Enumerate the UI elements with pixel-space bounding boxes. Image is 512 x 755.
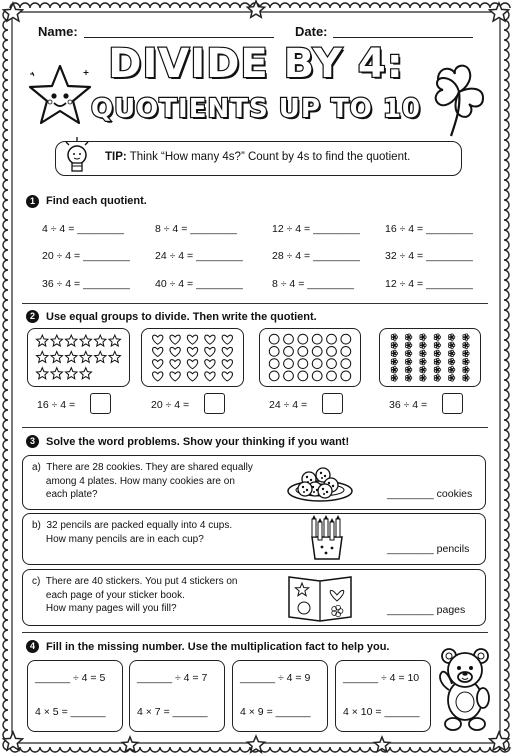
circle-icon — [341, 346, 351, 356]
equal-groups-box — [27, 328, 130, 387]
division-problem: 36 ÷ 4 = ________ — [42, 278, 130, 290]
circle-icon — [327, 371, 337, 381]
heart-icon — [153, 372, 163, 381]
pencil-cup-icon — [292, 515, 362, 561]
fact-card — [232, 660, 328, 732]
circle-icon — [341, 371, 351, 381]
corner-star-icon — [374, 737, 389, 752]
answer-box[interactable] — [90, 393, 111, 414]
group-division-label: 24 ÷ 4 = — [269, 399, 308, 411]
circle-icon — [284, 359, 294, 369]
flower-icon — [434, 350, 440, 356]
divider — [22, 303, 488, 304]
circle-icon — [284, 346, 294, 356]
flower-icon — [463, 350, 469, 356]
flower-icon — [449, 342, 455, 348]
missing-dividend-problem[interactable]: ______ ÷ 4 = 10 — [343, 672, 420, 684]
division-problem: 12 ÷ 4 = ________ — [272, 223, 360, 235]
star-icon — [95, 335, 107, 346]
flower-icon — [391, 375, 397, 381]
teddy-bear-icon — [436, 646, 494, 732]
word-problem-text: each page of your sticker book. — [32, 589, 185, 601]
tip-body: Think “How many 4s?” Count by 4s to find the quotient. — [129, 151, 411, 163]
flower-icon — [406, 334, 412, 340]
title-line-2: QUOTIENTS UP TO 10 — [90, 94, 422, 124]
corner-star-icon — [122, 737, 137, 752]
multiplication-fact[interactable]: 4 × 7 = ______ — [137, 706, 208, 718]
flower-icon — [391, 367, 397, 373]
sticker-book-icon — [285, 571, 355, 622]
heart-icon — [205, 347, 215, 356]
heart-icon-group — [142, 329, 243, 386]
circle-icon — [312, 346, 322, 356]
circle-icon — [312, 371, 322, 381]
tip-label: TIP: — [105, 151, 127, 163]
division-problem: 12 ÷ 4 = ________ — [385, 278, 473, 290]
division-problem: 40 ÷ 4 = ________ — [155, 278, 243, 290]
heart-icon — [153, 335, 163, 344]
word-problem-text: How many pages will you fill? — [32, 603, 177, 614]
division-problem: 28 ÷ 4 = ________ — [272, 250, 360, 262]
flower-icon — [420, 342, 426, 348]
flower-icon — [463, 334, 469, 340]
group-division-label: 20 ÷ 4 = — [151, 399, 190, 411]
lightbulb-icon — [62, 136, 92, 180]
flower-icon — [463, 367, 469, 373]
division-problem: 20 ÷ 4 = ________ — [42, 250, 130, 262]
word-problem-text: c) There are 40 stickers. You put 4 stickers on — [32, 576, 238, 587]
flower-icon — [449, 350, 455, 356]
flower-icon — [420, 375, 426, 381]
circle-icon — [269, 371, 279, 381]
star-icon — [66, 335, 78, 346]
clover-icon — [425, 58, 493, 140]
flower-icon — [434, 358, 440, 364]
answer-unit[interactable]: ________ pencils — [387, 543, 470, 555]
star-icon — [66, 351, 78, 362]
heart-icon — [187, 335, 197, 344]
equal-groups-box — [259, 328, 361, 387]
circle-icon — [284, 334, 294, 344]
star-icon — [80, 351, 92, 362]
flower-icon — [449, 358, 455, 364]
title-line-1: DIVIDE BY 4: — [108, 41, 404, 87]
section-3-title: Solve the word problems. Show your thinking if you want! — [46, 436, 350, 448]
flower-icon — [463, 358, 469, 364]
flower-icon — [463, 375, 469, 381]
group-division-label: 16 ÷ 4 = — [37, 399, 76, 411]
equal-groups-box — [141, 328, 244, 387]
flower-icon — [434, 367, 440, 373]
missing-dividend-problem[interactable]: ______ ÷ 4 = 9 — [240, 672, 311, 684]
circle-icon — [298, 334, 308, 344]
star-icon — [80, 368, 92, 379]
flower-icon — [391, 358, 397, 364]
section-4-title: Fill in the missing number. Use the multiplication fact to help you. — [46, 641, 390, 653]
flower-icon — [420, 367, 426, 373]
heart-icon — [187, 372, 197, 381]
star-icon — [51, 351, 63, 362]
missing-dividend-problem[interactable]: ______ ÷ 4 = 7 — [137, 672, 208, 684]
heart-icon — [153, 347, 163, 356]
corner-star-icon — [490, 732, 509, 750]
circle-icon — [341, 359, 351, 369]
heart-icon — [170, 347, 180, 356]
star-icon-group — [28, 329, 129, 386]
word-problem-text: a) There are 28 cookies. They are shared equally — [32, 462, 253, 473]
heart-icon — [222, 360, 232, 369]
heart-icon — [205, 335, 215, 344]
multiplication-fact[interactable]: 4 × 5 = ______ — [35, 706, 106, 718]
flower-icon — [406, 342, 412, 348]
heart-icon — [205, 360, 215, 369]
answer-box[interactable] — [204, 393, 225, 414]
section-1-number: 1 — [26, 195, 39, 208]
heart-icon — [222, 372, 232, 381]
division-problem: 24 ÷ 4 = ________ — [155, 250, 243, 262]
star-icon — [95, 351, 107, 362]
section-2-title: Use equal groups to divide. Then write the quotient. — [46, 311, 317, 323]
section-3-number: 3 — [26, 435, 39, 448]
cookies-plate-icon — [285, 457, 355, 506]
answer-box[interactable] — [442, 393, 463, 414]
equal-groups-box — [379, 328, 481, 387]
star-icon — [109, 335, 121, 346]
circle-icon — [298, 371, 308, 381]
flower-icon — [449, 334, 455, 340]
star-icon — [109, 351, 121, 362]
fact-card — [129, 660, 225, 732]
circle-icon — [284, 371, 294, 381]
divider — [22, 632, 488, 633]
circle-icon — [327, 346, 337, 356]
circle-icon — [269, 346, 279, 356]
star-icon — [37, 368, 49, 379]
star-icon — [37, 335, 49, 346]
circle-icon — [269, 334, 279, 344]
circle-icon — [312, 359, 322, 369]
flower-icon — [449, 367, 455, 373]
tip-text — [105, 151, 410, 163]
multiplication-fact[interactable]: 4 × 10 = ______ — [343, 706, 420, 718]
flower-icon — [463, 342, 469, 348]
star-icon — [51, 368, 63, 379]
answer-unit[interactable]: ________ cookies — [387, 488, 473, 500]
star-mascot-icon — [26, 62, 94, 130]
fact-card — [27, 660, 123, 732]
flower-icon — [434, 334, 440, 340]
flower-icon — [391, 334, 397, 340]
flower-icon — [434, 375, 440, 381]
word-problem-text: b) 32 pencils are packed equally into 4 cups. — [32, 520, 233, 531]
flower-icon — [406, 375, 412, 381]
word-problem-text: each plate? — [32, 489, 98, 500]
heart-icon — [170, 335, 180, 344]
flower-icon — [406, 367, 412, 373]
word-problem-text: How many pencils are in each cup? — [32, 533, 204, 545]
section-4-number: 4 — [26, 640, 39, 653]
flower-icon — [434, 342, 440, 348]
multiplication-fact[interactable]: 4 × 9 = ______ — [240, 706, 311, 718]
flower-icon — [406, 350, 412, 356]
fact-card — [335, 660, 431, 732]
section-2-number: 2 — [26, 310, 39, 323]
group-division-label: 36 ÷ 4 = — [389, 399, 428, 411]
missing-dividend-problem[interactable]: ______ ÷ 4 = 5 — [35, 672, 106, 684]
division-problem: 8 ÷ 4 = ________ — [155, 223, 237, 235]
circle-icon — [298, 346, 308, 356]
flower-icon-group — [380, 329, 480, 386]
name-line[interactable] — [84, 37, 274, 38]
star-icon — [66, 368, 78, 379]
division-problem: 8 ÷ 4 = ________ — [272, 278, 354, 290]
circle-icon — [327, 359, 337, 369]
section-1-title: Find each quotient. — [46, 195, 147, 207]
flower-icon — [449, 375, 455, 381]
flower-icon — [420, 334, 426, 340]
heart-icon — [170, 360, 180, 369]
circle-icon — [269, 359, 279, 369]
corner-star-icon — [247, 736, 264, 752]
flower-icon — [391, 350, 397, 356]
divider — [22, 427, 488, 428]
date-line[interactable] — [333, 37, 473, 38]
circle-icon — [312, 334, 322, 344]
flower-icon — [420, 350, 426, 356]
answer-box[interactable] — [322, 393, 343, 414]
word-problem-text: among 4 plates. How many cookies are on — [32, 475, 235, 487]
division-problem: 4 ÷ 4 = ________ — [42, 223, 124, 235]
heart-icon — [187, 360, 197, 369]
star-icon — [37, 351, 49, 362]
heart-icon — [205, 372, 215, 381]
heart-icon — [187, 347, 197, 356]
circle-icon — [327, 334, 337, 344]
flower-icon — [391, 342, 397, 348]
circle-icon — [298, 359, 308, 369]
circle-icon-group — [260, 329, 360, 386]
heart-icon — [222, 347, 232, 356]
division-problem: 16 ÷ 4 = ________ — [385, 223, 473, 235]
heart-icon — [153, 360, 163, 369]
flower-icon — [406, 358, 412, 364]
heart-icon — [170, 372, 180, 381]
division-problem: 32 ÷ 4 = ________ — [385, 250, 473, 262]
date-label: Date: — [295, 24, 328, 39]
answer-unit[interactable]: ________ pages — [387, 604, 466, 616]
heart-icon — [222, 335, 232, 344]
corner-star-icon — [490, 3, 509, 21]
circle-icon — [341, 334, 351, 344]
star-icon — [51, 335, 63, 346]
flower-icon — [420, 358, 426, 364]
star-icon — [80, 335, 92, 346]
name-label: Name: — [38, 24, 78, 39]
